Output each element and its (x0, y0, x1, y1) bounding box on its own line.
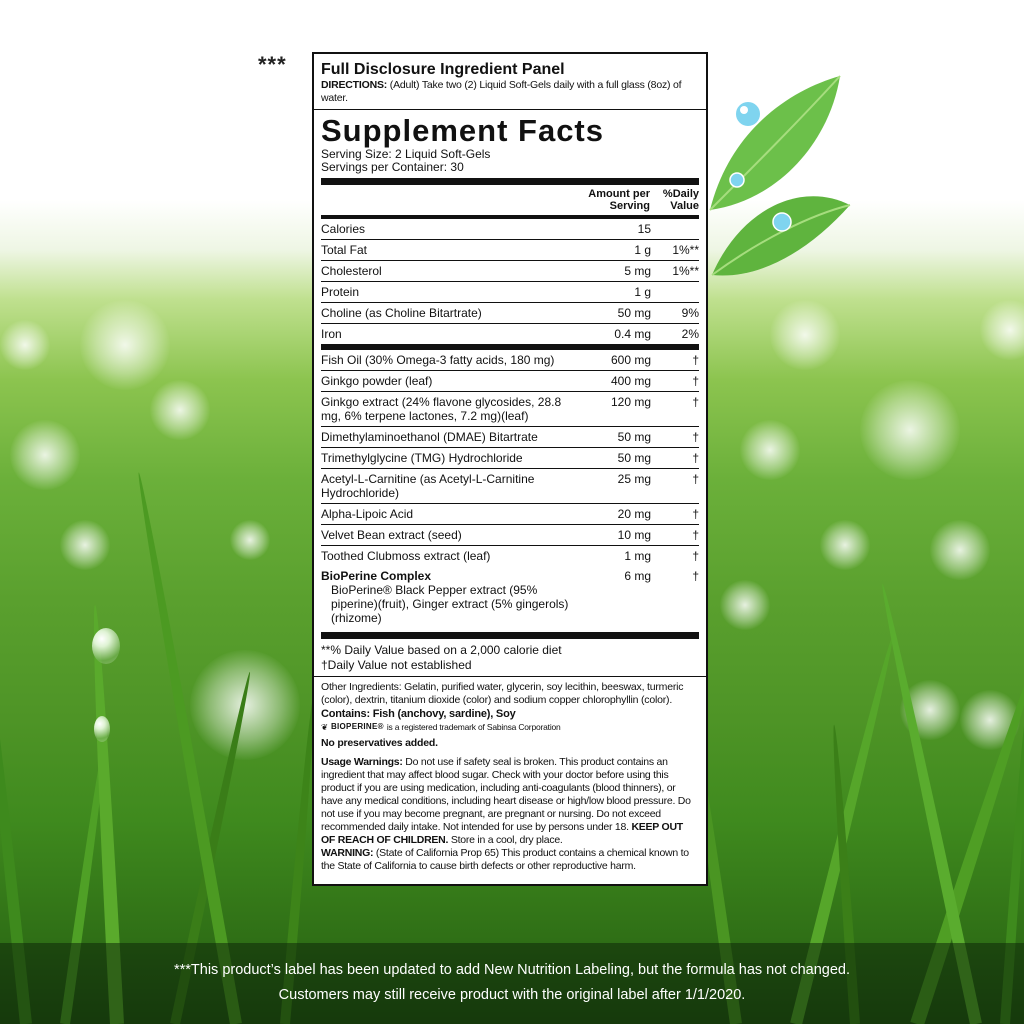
amount-value: 600 mg (610, 353, 651, 367)
trademark-note: ❦ BIOPERINE® is a registered trademark of Sabinsa Corporation (321, 722, 561, 732)
ingredient-table (321, 350, 699, 566)
table-row (321, 240, 699, 261)
usage-warnings: Usage Warnings: Do not use if safety seal is broken. This product contains an ingredient that may affect blood sugar. Check with your doctor before using this product if you are using medication, including anti-coagulants (blood thinners), or have any medical conditions, including heart disease or high/low blood pressure. Do not use if you may become pregnant, are pregnant or nursing. Do not exceed recommended daily intake. Not intended for use by persons under 18. KEEP OUT OF REACH OF CHILDREN. Store in a cool, dry place. WARNING: (State of California Prop 65) This product contains a chemical known to the State of California to cause birth defects or other reproductive harm. (321, 756, 691, 872)
table-row (321, 392, 699, 427)
footer-notice (0, 943, 1024, 1024)
dew-drop (92, 628, 120, 664)
table-row (321, 282, 699, 303)
daily-value: 9% (681, 306, 699, 320)
daily-value: 1%** (672, 243, 699, 257)
ingredient-name: Fish Oil (30% Omega-3 fatty acids, 180 mg) (321, 353, 555, 367)
table-row (321, 350, 699, 371)
amount-value: 120 mg (610, 395, 651, 409)
daily-value: † (692, 451, 699, 465)
no-preservatives: No preservatives added. (321, 737, 438, 749)
ingredient-name: Toothed Clubmoss extract (leaf) (321, 549, 491, 563)
ingredient-name: Iron (321, 327, 342, 341)
table-row (321, 371, 699, 392)
bioperine-detail: BioPerine® Black Pepper extract (95% piperine)(fruit), Ginger extract (5% gingerols)(rhizome) (331, 583, 569, 625)
daily-value: † (692, 507, 699, 521)
table-row (321, 324, 699, 344)
daily-value: † (692, 395, 699, 409)
ingredient-name: Protein (321, 285, 360, 299)
panel-title: Full Disclosure Ingredient Panel (321, 61, 565, 78)
table-row (321, 427, 699, 448)
daily-value: † (692, 353, 699, 367)
table-row (321, 448, 699, 469)
footer-line-1: ***This product’s label has been updated to add New Nutrition Labeling, but the formula has not changed. (173, 962, 851, 978)
ingredient-name: Acetyl-L-Carnitine (as Acetyl-L-Carnitine Hydrochloride) (321, 472, 535, 500)
ingredient-name: Ginkgo powder (leaf) (321, 374, 433, 388)
daily-value: † (692, 374, 699, 388)
daily-value: † (692, 549, 699, 563)
nutrient-table (321, 219, 699, 344)
daily-value: 1%** (672, 264, 699, 278)
ingredient-name: Dimethylaminoethanol (DMAE) Bitartrate (321, 430, 538, 444)
servings-per-container: Servings per Container: 30 (321, 160, 464, 174)
serving-size: Serving Size: 2 Liquid Soft-Gels (321, 147, 491, 161)
bioperine-row: BioPerine Complex BioPerine® Black Pepper extract (95% piperine)(fruit), Ginger extract (5% gingerols)(rhizome) 6 mg † (321, 569, 699, 625)
dew-drop (94, 716, 110, 742)
ingredient-name: Ginkgo extract (24% flavone glycosides, 28.8 mg, 6% terpene lactones, 7.2 mg)(leaf) (321, 395, 562, 423)
amount-value: 1 g (634, 285, 651, 299)
amount-header: Amount per Serving (588, 188, 650, 212)
ingredient-name: Total Fat (321, 243, 368, 257)
amount-value: 0.4 mg (614, 327, 651, 341)
table-row (321, 219, 699, 240)
table-row (321, 261, 699, 282)
amount-value: 50 mg (617, 451, 651, 465)
ingredient-panel (312, 52, 708, 886)
ingredient-name: Velvet Bean extract (seed) (321, 528, 462, 542)
directions: DIRECTIONS: (Adult) Take two (2) Liquid Soft-Gels daily with a full glass (8oz) of water. (321, 79, 682, 104)
daily-value: † (692, 528, 699, 542)
ingredient-name: Calories (321, 222, 366, 236)
daily-value: 2% (681, 327, 699, 341)
table-row (321, 469, 699, 504)
column-headers (321, 185, 699, 215)
ingredient-name: Trimethylglycine (TMG) Hydrochloride (321, 451, 523, 465)
other-ingredients: Other Ingredients: Gelatin, purified water, glycerin, soy lecithin, beeswax, turmeric (color), dextrin, titanium dioxide (color) and sodium copper chlorophyllin (color). Contains: Fish (anchovy, sardine), Soy ❦ BIOPERINE® is a registered trademark of Sabinsa Corporation No preservatives added. (321, 677, 699, 750)
amount-value: 20 mg (617, 507, 651, 521)
table-row (321, 546, 699, 566)
amount-value: 1 mg (624, 549, 651, 563)
daily-value: † (692, 472, 699, 486)
allergen-statement: Contains: Fish (anchovy, sardine), Soy (321, 708, 516, 720)
amount-value: 5 mg (624, 264, 651, 278)
amount-value: 1 g (634, 243, 651, 257)
ingredient-name: Alpha-Lipoic Acid (321, 507, 414, 521)
footnotes: **% Daily Value based on a 2,000 calorie diet †Daily Value not established (321, 643, 562, 672)
ingredient-name: Cholesterol (321, 264, 382, 278)
amount-value: 50 mg (617, 430, 651, 444)
ingredient-name: Choline (as Choline Bitartrate) (321, 306, 482, 320)
daily-value-header: %Daily Value (662, 188, 699, 212)
amount-value: 10 mg (617, 528, 651, 542)
table-row (321, 303, 699, 324)
leaves-icon (690, 70, 860, 290)
table-row (321, 504, 699, 525)
table-row (321, 525, 699, 546)
amount-value: 15 (637, 222, 651, 236)
bioperine-leaf-icon: ❦ (321, 722, 328, 732)
footer-line-2: Customers may still receive product with the original label after 1/1/2020. (278, 987, 746, 1003)
amount-value: 400 mg (610, 374, 651, 388)
amount-value: 50 mg (617, 306, 651, 320)
daily-value: † (692, 430, 699, 444)
asterisk-marker: *** (258, 52, 287, 77)
supplement-facts-title: Supplement Facts (321, 113, 604, 148)
amount-value: 25 mg (617, 472, 651, 486)
